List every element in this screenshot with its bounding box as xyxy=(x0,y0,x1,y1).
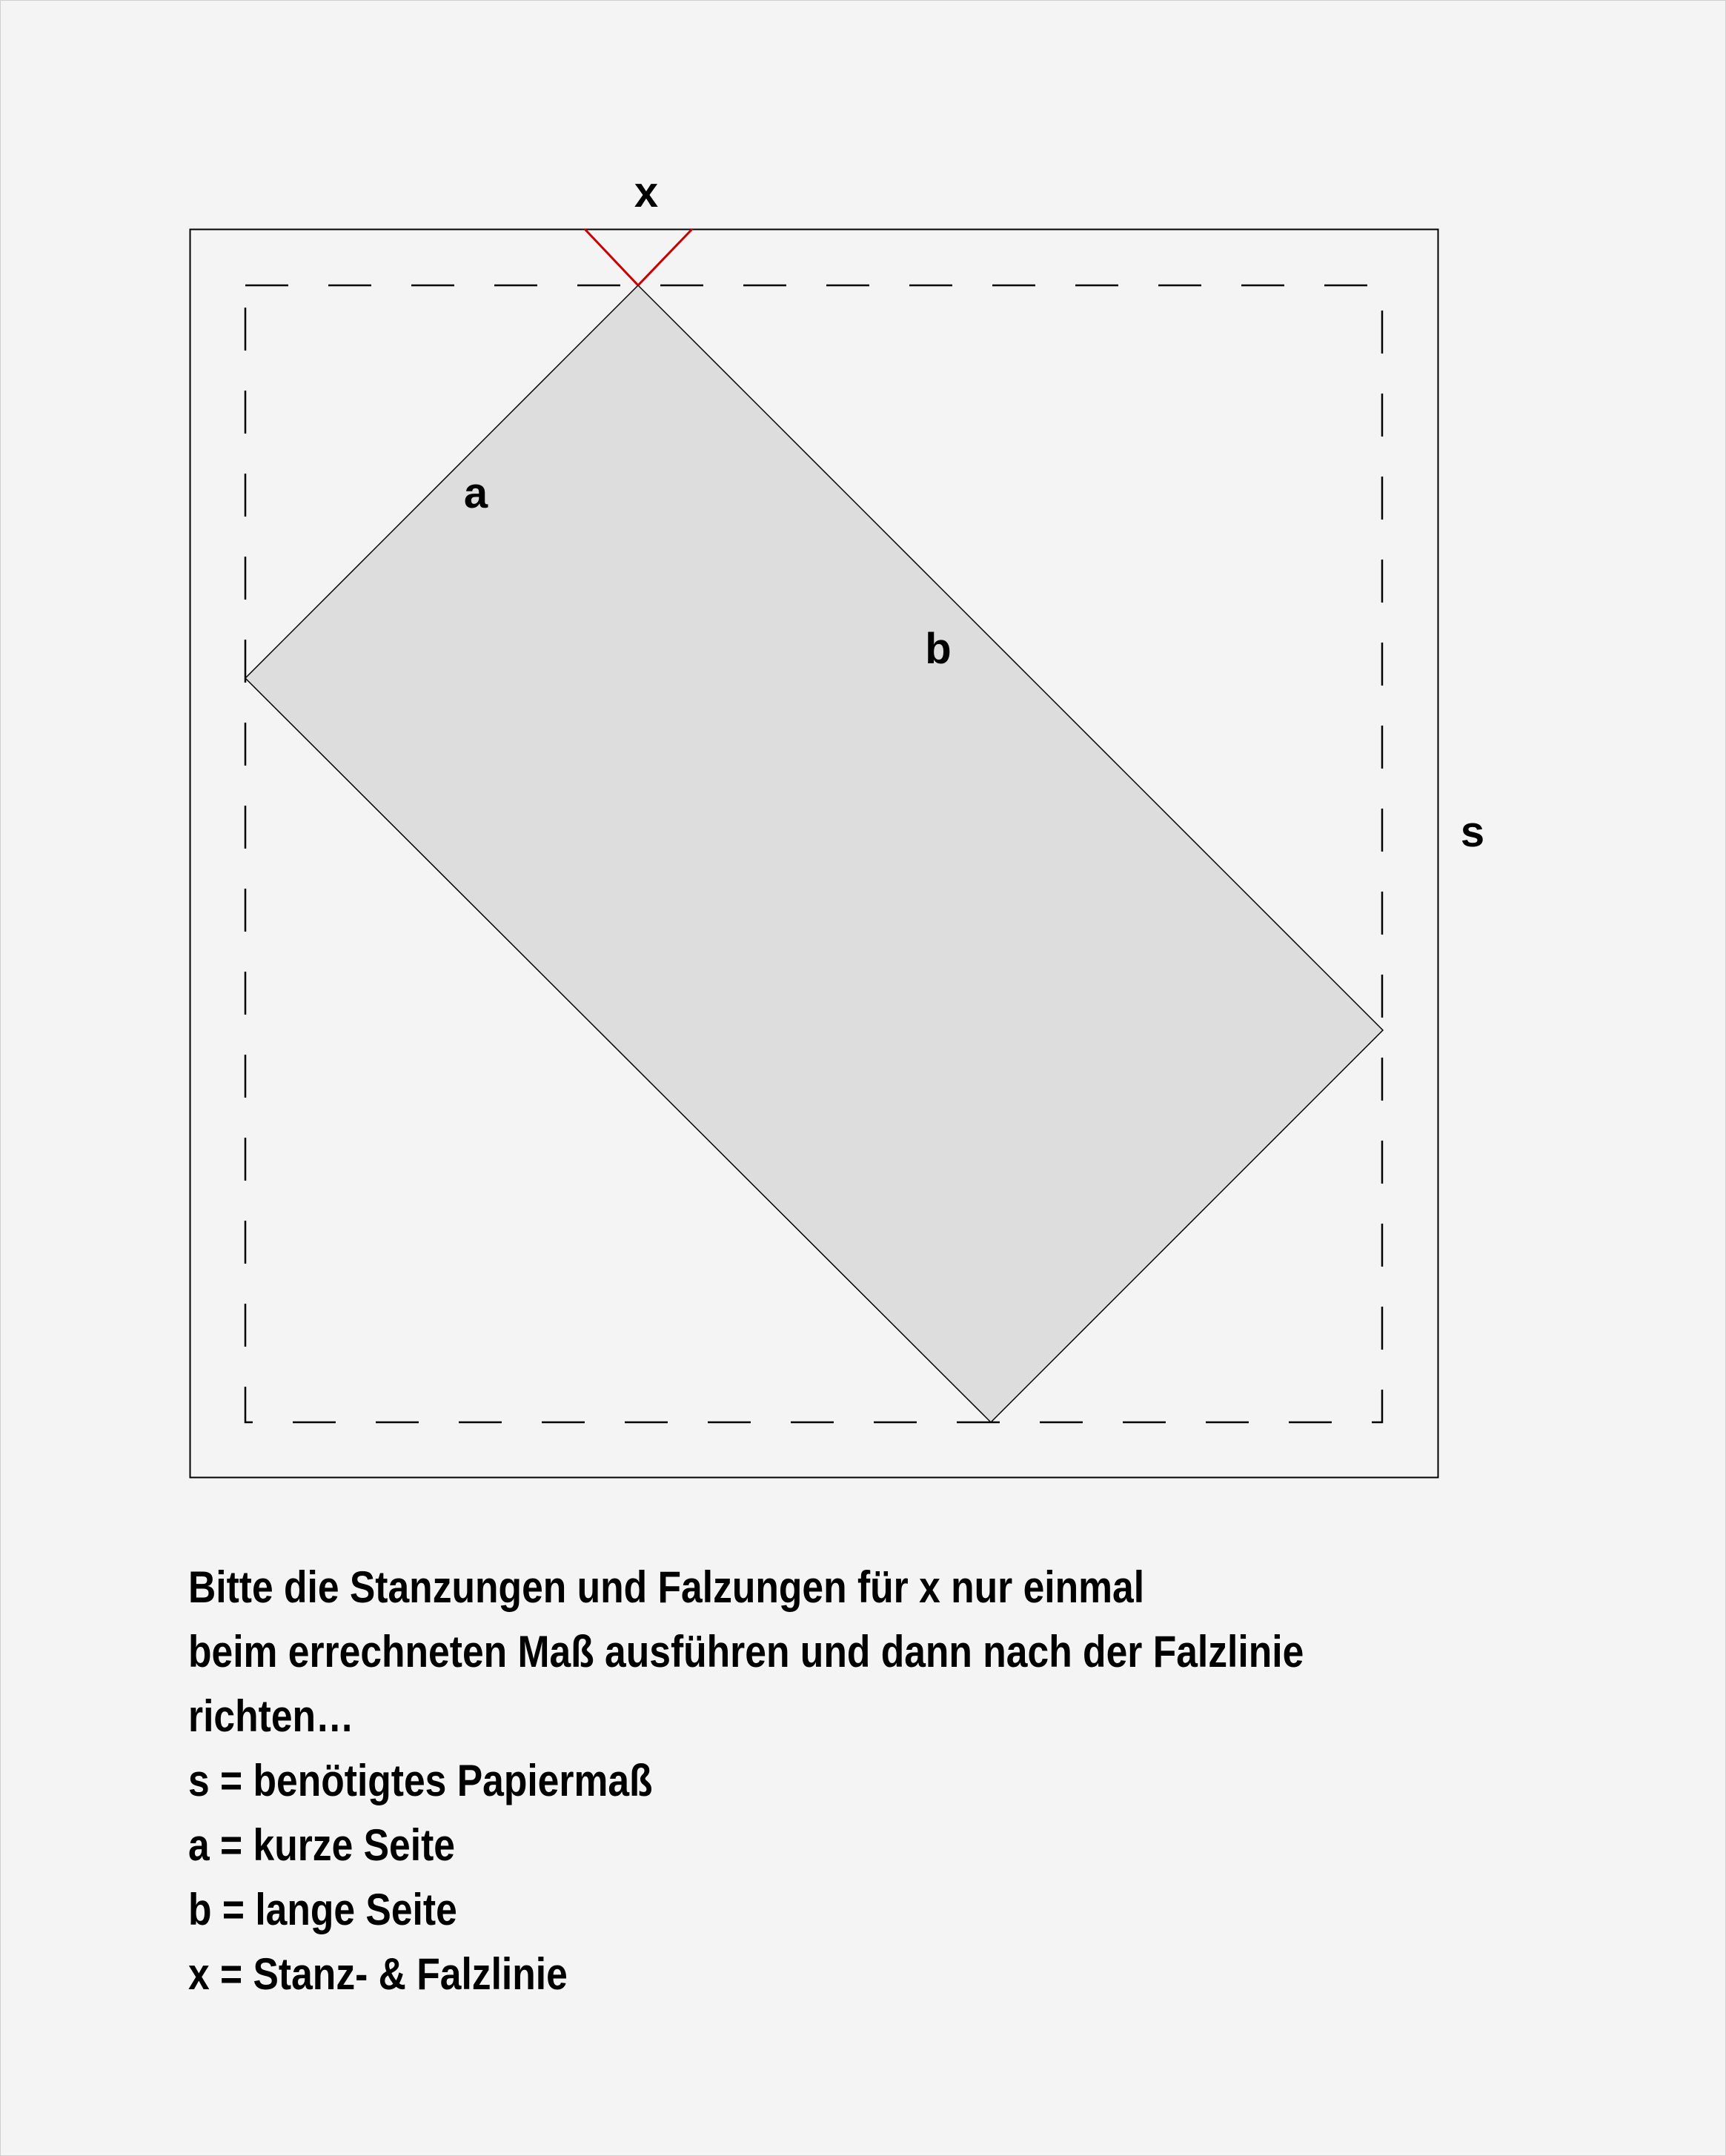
rotated-rectangle xyxy=(245,285,1383,1422)
legend-a: a = kurze Seite xyxy=(188,1820,455,1870)
legend-b: b = lange Seite xyxy=(188,1885,457,1934)
label-a: a xyxy=(463,469,488,517)
instruction-line-2: beim errechneten Maß ausführen und dann nach der Falzlinie xyxy=(188,1627,1304,1676)
instruction-line-1: Bitte die Stanzungen und Falzungen für x nur einmal xyxy=(188,1562,1145,1612)
label-s: s xyxy=(1460,808,1485,856)
legend-x: x = Stanz- & Falzlinie xyxy=(188,1949,568,1999)
label-b: b xyxy=(925,625,952,673)
label-x: x xyxy=(634,168,659,216)
instruction-line-3: richten… xyxy=(188,1691,354,1741)
fold-line-right xyxy=(638,229,692,285)
fold-line-left xyxy=(585,229,638,285)
legend-s: s = benötigtes Papiermaß xyxy=(188,1756,653,1805)
instruction-text xyxy=(188,1555,1450,2006)
